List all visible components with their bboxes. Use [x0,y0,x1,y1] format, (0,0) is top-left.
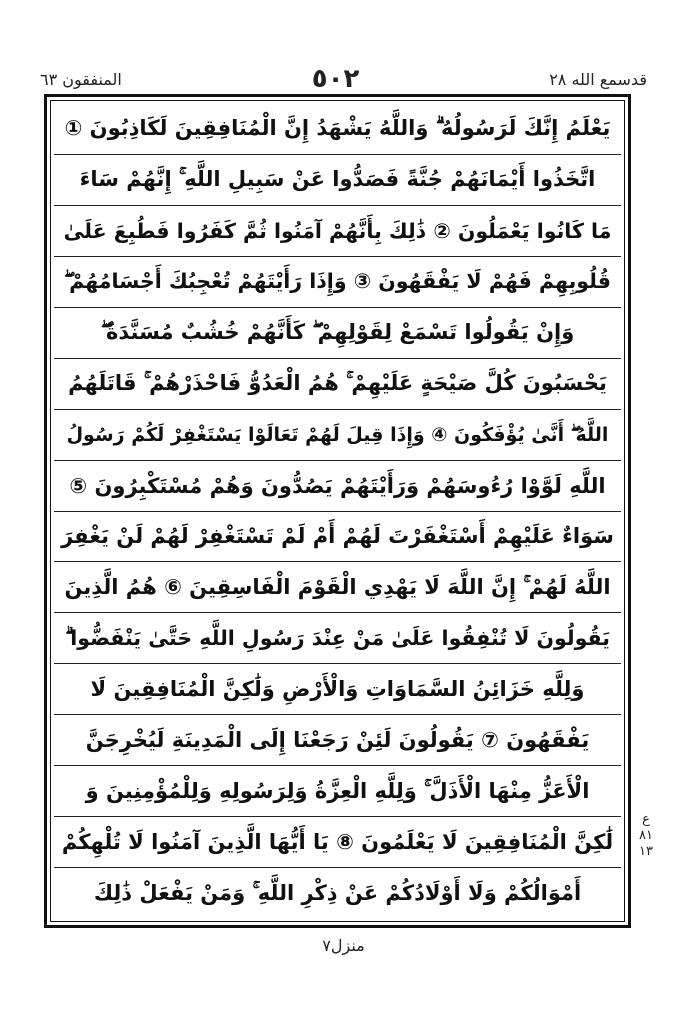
verse-line: اللَّهُ لَهُمْ ۚ إِنَّ اللَّهَ لَا يَهْدِي الْقَوْمَ الْفَاسِقِينَ ⑥ هُمُ الَّذِينَ [54,562,621,613]
verse-line: الْأَعَزُّ مِنْهَا الْأَذَلَّ ۚ وَلِلَّهِ الْعِزَّةُ وَلِرَسُولِهِ وَلِلْمُؤْمِنِينَ وَ [54,766,621,817]
page-header [40,66,647,92]
verse-line: وَلِلَّهِ خَزَائِنُ السَّمَاوَاتِ وَالْأَرْضِ وَلَٰكِنَّ الْمُنَافِقِينَ لَا [54,664,621,715]
verse-line: اتَّخَذُوا أَيْمَانَهُمْ جُنَّةً فَصَدُّوا عَنْ سَبِيلِ اللَّهِ ۚ إِنَّهُمْ سَاءَ [54,155,621,206]
verse-line: يَقُولُونَ لَا تُنْفِقُوا عَلَىٰ مَنْ عِنْدَ رَسُولِ اللَّهِ حَتَّىٰ يَنْفَضُّوا ۗ [54,613,621,664]
manzil-label: منزل٧ [322,936,365,955]
surah-title: المنفقون ٦٣ [40,69,122,89]
ruku-marker: ع ٨١ ١٣ [639,812,653,859]
verse-line: مَا كَانُوا يَعْمَلُونَ ② ذَٰلِكَ بِأَنَّهُمْ آمَنُوا ثُمَّ كَفَرُوا فَطُبِعَ عَلَىٰ [54,206,621,257]
verse-line: اللَّهُ ۖ أَنَّىٰ يُؤْفَكُونَ ④ وَإِذَا قِيلَ لَهُمْ تَعَالَوْا يَسْتَغْفِرْ لَكُمْ رَسُولُ [54,410,621,461]
verse-line: اللَّهِ لَوَّوْا رُءُوسَهُمْ وَرَأَيْتَهُمْ يَصُدُّونَ وَهُمْ مُسْتَكْبِرُونَ ⑤ [54,461,621,512]
verse-line: قُلُوبِهِمْ فَهُمْ لَا يَفْقَهُونَ ③ وَإِذَا رَأَيْتَهُمْ تُعْجِبُكَ أَجْسَامُهُمْ ۖ [54,257,621,308]
juz-title: قدسمع الله ٢٨ [549,69,647,89]
verse-line: يَفْقَهُونَ ⑦ يَقُولُونَ لَئِنْ رَجَعْنَا إِلَى الْمَدِينَةِ لَيُخْرِجَنَّ [54,715,621,766]
verse-line: لَٰكِنَّ الْمُنَافِقِينَ لَا يَعْلَمُونَ ⑧ يَا أَيُّهَا الَّذِينَ آمَنُوا لَا تُلْهِكُمْ [54,817,621,868]
verse-line: يَحْسَبُونَ كُلَّ صَيْحَةٍ عَلَيْهِمْ ۚ هُمُ الْعَدُوُّ فَاحْذَرْهُمْ ۚ قَاتَلَهُمُ [54,359,621,410]
verse-lines [54,104,621,918]
verse-line: يَعْلَمُ إِنَّكَ لَرَسُولُهُ ۗ وَاللَّهُ يَشْهَدُ إِنَّ الْمُنَافِقِينَ لَكَاذِبُونَ ① [54,104,621,155]
verse-line: أَمْوَالُكُمْ وَلَا أَوْلَادُكُمْ عَنْ ذِكْرِ اللَّهِ ۚ وَمَنْ يَفْعَلْ ذَٰلِكَ [93,880,582,905]
page-number: ٥٠٢ [311,64,360,94]
verse-line: سَوَاءٌ عَلَيْهِمْ أَسْتَغْفَرْتَ لَهُمْ أَمْ لَمْ تَسْتَغْفِرْ لَهُمْ لَنْ يَغْفِرَ [54,512,621,563]
verse-line: وَإِنْ يَقُولُوا تَسْمَعْ لِقَوْلِهِمْ ۖ كَأَنَّهُمْ خُشُبٌ مُسَنَّدَةٌ ۖ [54,308,621,359]
